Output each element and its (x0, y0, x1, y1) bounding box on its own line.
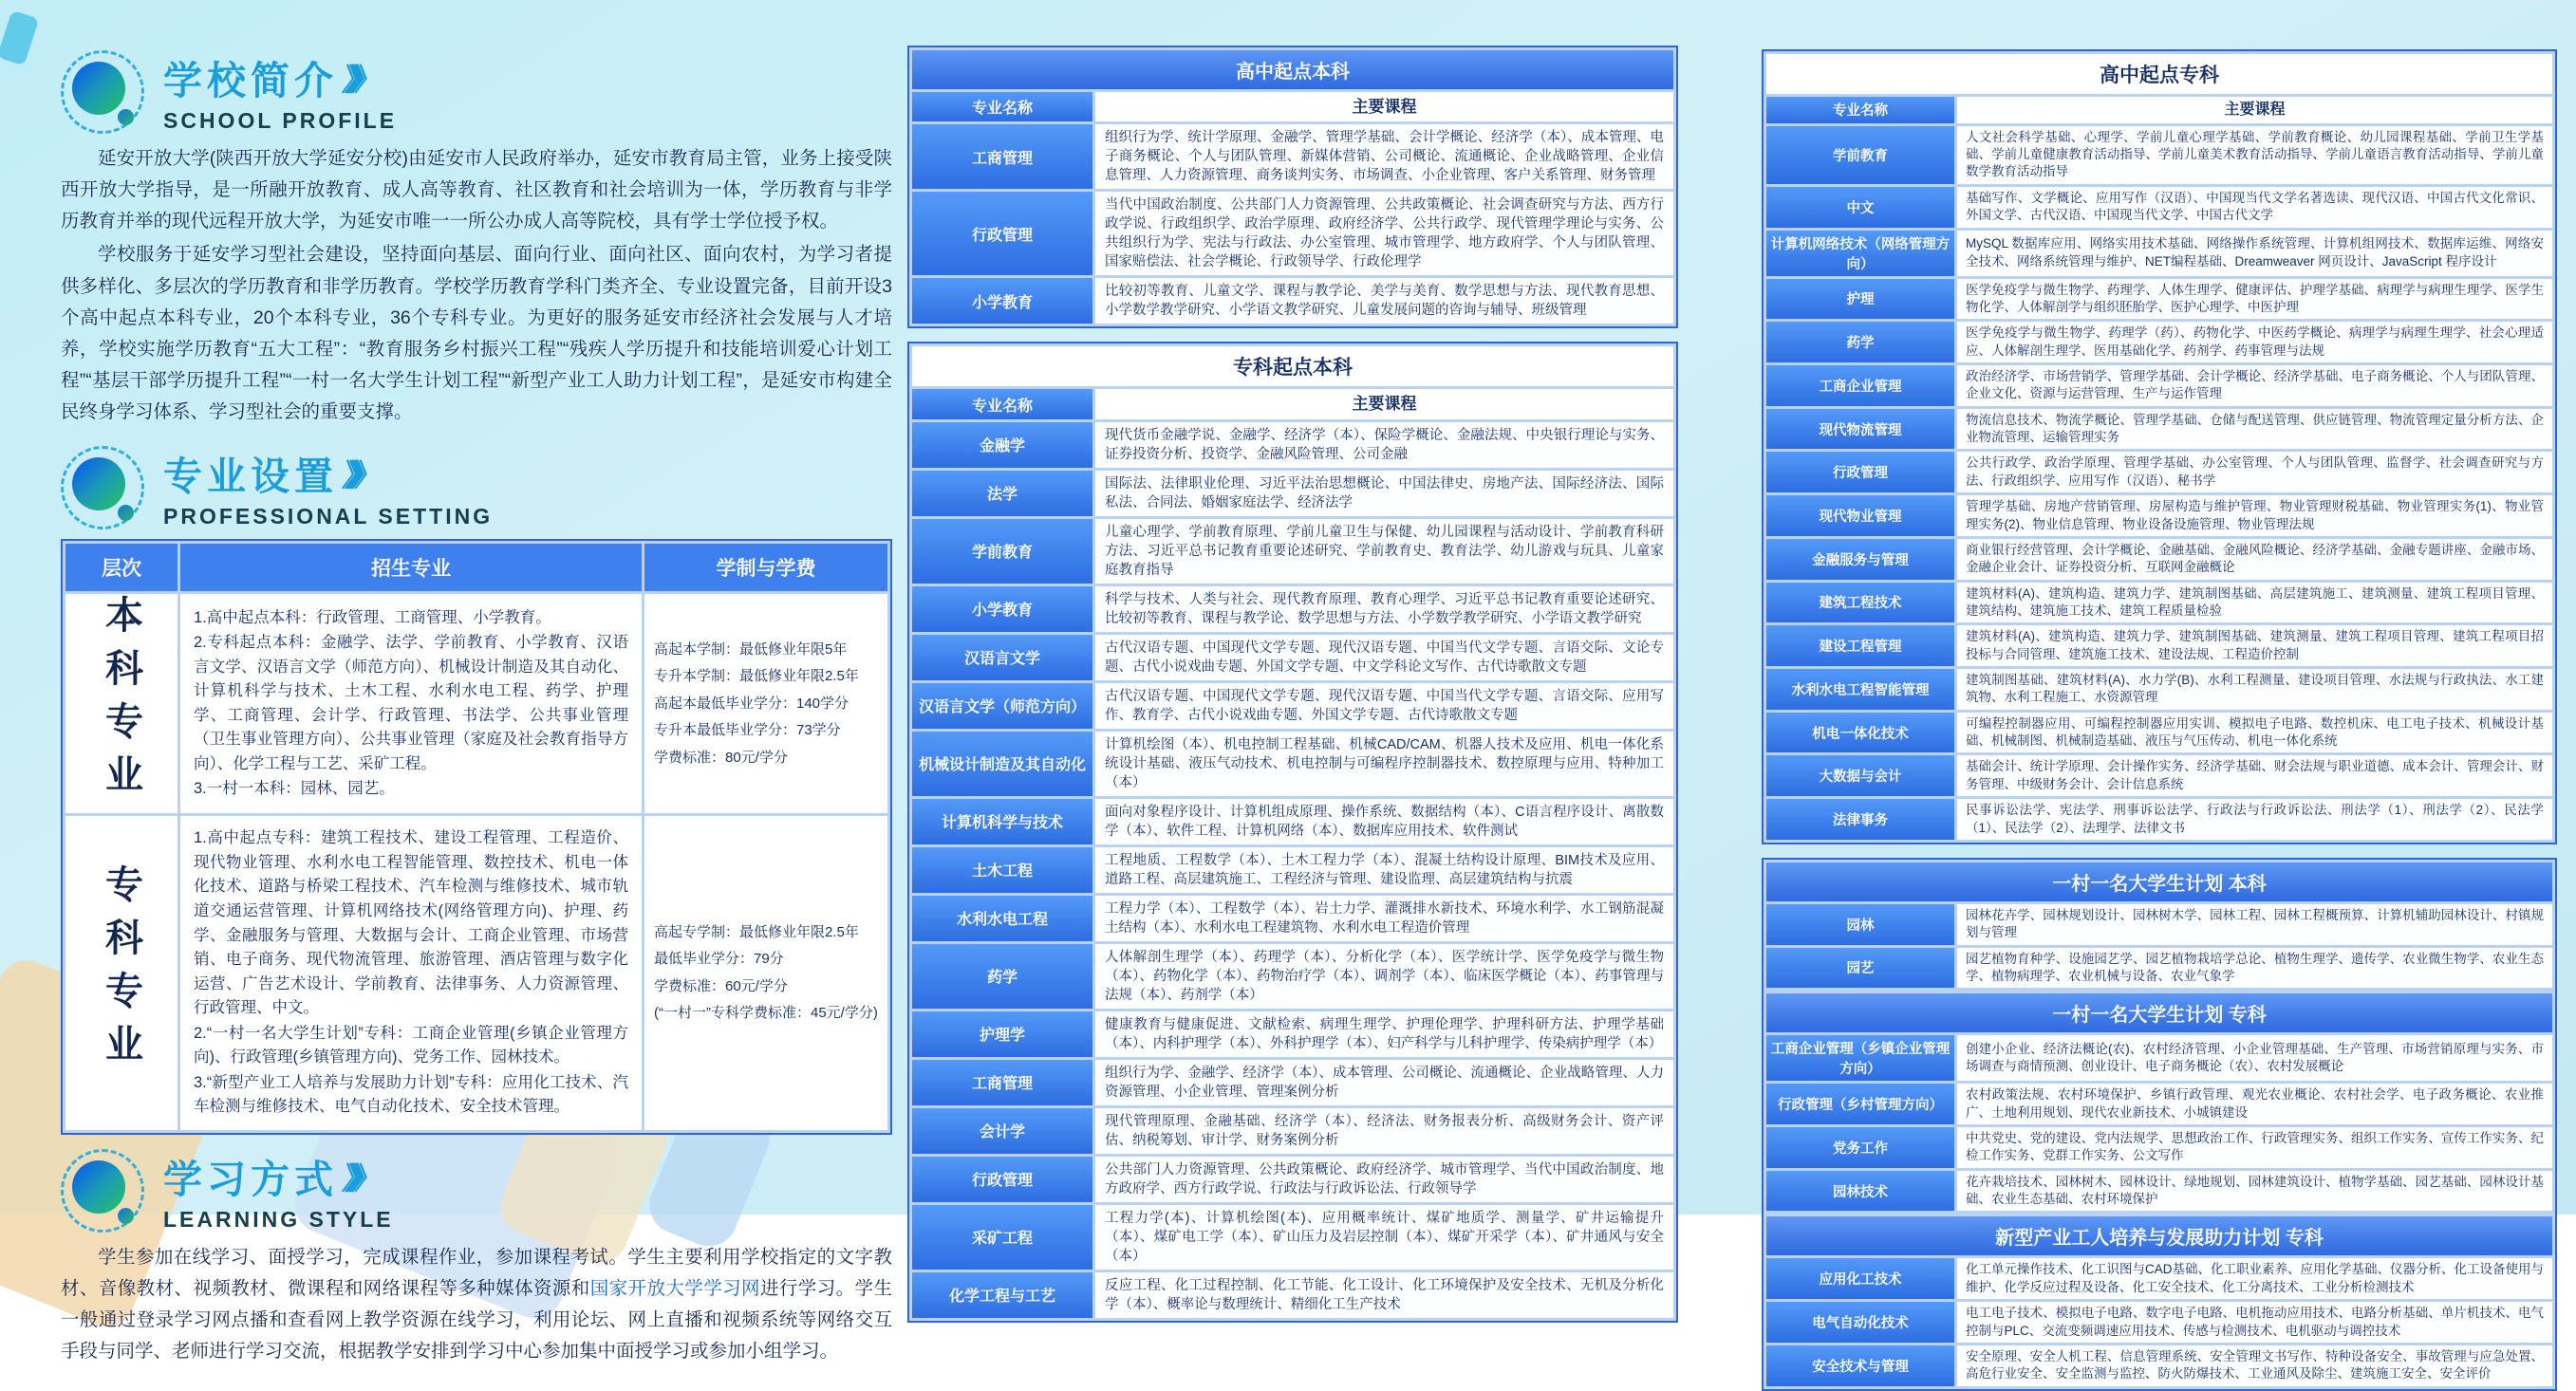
major-row (1766, 126, 2552, 184)
gradient-ball-icon (72, 1160, 125, 1214)
section-header-professional-setting (61, 445, 892, 529)
major-name-cell: 护理 (1766, 279, 1954, 320)
gradient-ball-icon (72, 62, 125, 115)
small-dot-icon (118, 505, 134, 521)
major-row (1766, 452, 2552, 492)
courses-cell: 面向对象程序设计、计算机组成原理、操作系统、数据结构（本）、C语言程序设计、离散数学（本）、软件工程、计算机网络（本）、数据库应用技术、软件测试 (1095, 799, 1673, 844)
major-name-cell: 安全技术与管理 (1766, 1345, 1954, 1386)
column-header-courses: 主要课程 (1095, 389, 1673, 418)
major-row (1766, 1035, 2552, 1081)
major-name-cell: 行政管理（乡村管理方向） (1766, 1084, 1954, 1124)
major-row (1766, 365, 2552, 406)
courses-cell: 基础会计、统计学原理、会计操作实务、经济学基础、财会法规与职业道德、成本会计、管理会计、财务管理、中级财务会计、会计信息系统 (1957, 755, 2552, 796)
courses-cell: 基础写作、文学概论、应用写作（汉语）、中国现当代文学名著选读、现代汉语、中国古代文化常识、外国文学、古代汉语、中国现当代文学、中国古代文学 (1957, 187, 2552, 228)
major-row (912, 1205, 1673, 1270)
section-title: 学习方式 (163, 1158, 338, 1202)
text-line: 高起专学制：最低修业年限2.5年 (654, 923, 859, 940)
major-name-cell: 金融学 (912, 422, 1092, 468)
major-row (912, 799, 1673, 844)
courses-cell: 当代中国政治制度、公共部门人力资源管理、公共政策概论、社会调查研究与方法、西方行政学说、行政组织学、政治学原理、政府经济学、公共行政学、现代管理学理论与实务、公共组织行为学、宪法与行政法、办公室管理、城市管理学、地方政府学、个人与团队管理、国家赔偿法、社会学概论、行政领导学、行政伦理学 (1095, 192, 1673, 275)
small-dot-icon (118, 109, 134, 125)
section-subtitle: SCHOOL PROFILE (163, 108, 398, 133)
school-profile-text (61, 143, 892, 428)
text-line: 延安开放大学(陕西开放大学延安分校)由延安市人民政府举办，延安市教育局主管，业务上接受陕西开放大学指导，是一所融开放教育、成人高等教育、社区教育和社会培训为一体，学历教育与非学历教育并举的现代远程开放大学，为延安市唯一一所公办成人高等院校，具有学士学位授予权。 (61, 148, 892, 232)
courses-cell: 化工单元操作技术、化工识图与CAD基础、化工职业素养、应用化学基础、仪器分析、化工设备使用与维护、化学反应过程及设备、化工安全技术、化工分离技术、工业分析检测技术 (1957, 1258, 2552, 1299)
majors-cell (180, 816, 642, 1130)
courses-cell: 公共部门人力资源管理、公共政策概论、政府经济学、城市管理学、当代中国政治制度、地方政府学、西方行政学说、行政法与行政诉讼法、行政领导学 (1095, 1157, 1673, 1202)
planet-circle-icon (61, 1149, 144, 1233)
major-name-cell: 行政管理 (912, 192, 1092, 275)
major-row (912, 1272, 1673, 1318)
courses-cell: MySQL 数据库应用、网络实用技术基础、网络操作系统管理、计算机组网技术、数据库运维、网络安全技术、网络系统管理与维护、NET编程基础、Dreamweaver 网页设计、JavaScript 程序设计 (1957, 231, 2552, 276)
courses-cell: 电工电子技术、模拟电子电路、数字电子电路、电机拖动应用技术、电路分析基础、单片机技术、电气控制与PLC、交流变频调速应用技术、传感与检测技术、电机驱动与调控技术 (1957, 1302, 2552, 1343)
column-header-major: 专业名称 (912, 92, 1092, 121)
major-row (912, 471, 1673, 516)
major-name-cell: 汉语言文学 (912, 635, 1092, 680)
major-name-cell: 机电一体化技术 (1766, 713, 1954, 753)
text-line: 最低毕业学分：79分 (654, 951, 784, 968)
major-row (912, 944, 1673, 1009)
major-row (1766, 1171, 2552, 1212)
course-table-head (912, 92, 1673, 121)
major-name-cell: 小学教育 (912, 586, 1092, 632)
major-row (1766, 539, 2552, 580)
major-row (912, 635, 1673, 680)
major-row (912, 847, 1673, 893)
major-name-cell: 土木工程 (912, 847, 1092, 893)
major-name-cell: 建设工程管理 (1766, 625, 1954, 666)
major-row (1766, 187, 2552, 228)
courses-cell: 组织行为学、金融学、经济学（本）、成本管理、公司概论、流通概论、企业战略管理、人力资源管理、小企业管理、管理案例分析 (1095, 1060, 1673, 1105)
column-header-courses: 主要课程 (1957, 97, 2552, 123)
courses-cell: 物流信息技术、物流学概论、管理学基础、仓储与配送管理、供应链管理、物流管理定量分析方法、企业物流管理、运输管理实务 (1957, 409, 2552, 450)
major-row (1766, 625, 2552, 666)
major-row (912, 278, 1673, 324)
major-row (1766, 583, 2552, 623)
major-name-cell: 大数据与会计 (1766, 755, 1954, 796)
courses-cell: 现代管理原理、金融基础、经济学（本）、经济法、财务报表分析、高级财务会计、资产评估、纳税筹划、审计学、财务案例分析 (1095, 1108, 1673, 1154)
text-line: 1.高中起点专科：建筑工程技术、建设工程管理、工程造价、现代物业管理、水利水电工程智能管理、数控技术、机电一体化技术、道路与桥梁工程技术、汽车检测与维修技术、城市轨道交通运营管理、计算机网络技术(网络管理方向)、护理、药学、金融服务与管理、大数据与会计、工商企业管理、市场营销、电子商务、现代物流管理、旅游管理、酒店管理与数字化运营、广告艺术设计、学前教育、法律事务、人力资源管理、行政管理、中文。 (194, 829, 628, 1017)
major-name-cell: 园林技术 (1766, 1171, 1954, 1212)
major-name-cell: 药学 (912, 944, 1092, 1009)
major-name-cell: 现代物流管理 (1766, 409, 1954, 450)
courses-cell: 古代汉语专题、中国现代文学专题、现代汉语专题、中国当代文学专题、言语交际、文论专题、古代小说戏曲专题、外国文学专题、中文学科论文写作、古代诗歌散文专题 (1095, 635, 1673, 680)
major-name-cell: 行政管理 (1766, 452, 1954, 492)
level-cell (65, 816, 177, 1130)
section-titles (163, 49, 397, 134)
courses-cell: 古代汉语专题、中国现代文学专题、现代汉语专题、中国当代文学专题、言语交际、应用写作、教育学、古代小说戏曲专题、外国文学专题、古代诗歌散文专题 (1095, 683, 1673, 729)
section-header-learning-style (61, 1148, 892, 1233)
courses-cell: 国际法、法律职业伦理、习近平法治思想概论、中国法律史、房地产法、国际经济法、国际私法、合同法、婚姻家庭法学、经济法学 (1095, 471, 1673, 516)
course-table-body (1766, 1035, 2552, 1211)
table-highschool-to-bachelor (907, 46, 1678, 328)
major-row (912, 1060, 1673, 1105)
courses-cell: 反应工程、化工过程控制、化工节能、化工设计、化工环境保护及安全技术、无机及分析化学（本）、概率论与数理统计、精细化工生产技术 (1095, 1272, 1673, 1318)
major-name-cell: 学前教育 (912, 519, 1092, 584)
major-row (1766, 1302, 2552, 1343)
course-table-body (1766, 126, 2552, 840)
section-title: 学校简介 (163, 59, 338, 102)
section-title-row (163, 1148, 394, 1204)
chevrons-icon: 》》》》 (340, 1160, 373, 1196)
courses-cell: 比较初等教育、儿童文学、课程与教学论、美学与美育、数学思想与方法、现代教育思想、小学数学教学研究、小学语文教学研究、儿童发展问题的咨询与辅导、班级管理 (1095, 278, 1673, 324)
courses-cell: 建筑材料(A)、建筑构造、建筑力学、建筑制图基础、建筑测量、建筑工程项目管理、建筑工程项目招投标与合同管理、建筑施工技术、建设法规、工程造价控制 (1957, 625, 2552, 666)
column-header-majors: 招生专业 (180, 544, 642, 591)
courses-cell: 人文社会科学基础、心理学、学前儿童心理学基础、学前教育概论、幼儿园课程基础、学前卫生学基础、学前儿童健康教育活动指导、学前儿童美术教育活动指导、学前儿童语言教育活动指导、学前儿童数学教育活动指导 (1957, 126, 2552, 184)
major-name-cell: 园艺 (1766, 948, 1954, 989)
major-name-cell: 工商管理 (912, 124, 1092, 189)
major-name-cell: 工商企业管理（乡镇企业管理方向） (1766, 1035, 1954, 1081)
planet-circle-icon (61, 446, 144, 529)
major-row (912, 586, 1673, 632)
majors-cell (180, 594, 642, 813)
major-name-cell: 法律事务 (1766, 799, 1954, 840)
major-name-cell: 计算机网络技术（网络管理方向） (1766, 231, 1954, 276)
major-row (912, 1011, 1673, 1057)
courses-cell: 园林花卉学、园林规划设计、园林树木学、园林工程、园林工程概预算、计算机辅助园林设计、村镇规划与管理 (1957, 904, 2552, 945)
major-name-cell: 金融服务与管理 (1766, 539, 1954, 580)
courses-cell: 儿童心理学、学前教育原理、学前儿童卫生与保健、幼儿园课程与活动设计、学前教育科研方法、习近平总书记教育重要论述研究、学前教育史、教育法学、幼儿游戏与玩具、儿童家庭教育指导 (1095, 519, 1673, 584)
section-subtitle: PROFESSIONAL SETTING (163, 504, 494, 529)
course-table-body (1766, 1258, 2552, 1385)
section-titles (163, 1148, 394, 1233)
courses-cell: 工程力学（本）、工程数学（本）、岩土力学、灌溉排水新技术、环境水利学、水工钢筋混凝土结构（本）、水利水电工程建筑物、水利水电工程造价管理 (1095, 896, 1673, 941)
course-table-body (912, 422, 1673, 1318)
column-header-courses: 主要课程 (1095, 92, 1673, 121)
fees-cell (644, 816, 887, 1130)
table-title: 新型产业工人培养与发展助力计划 专科 (1766, 1216, 2552, 1255)
courses-cell: 医学免疫学与微生物学、药理学（药）、药物化学、中医药学概论、病理学与病理生理学、社会心理适应、人体解剖生理学、医用基础化学、药剂学、药事管理与法规 (1957, 322, 2552, 362)
level-label: 专科专业 (99, 864, 144, 1078)
courses-cell: 组织行为学、统计学原理、金融学、管理学基础、会计学概论、经济学（本）、成本管理、电子商务概论、个人与团队管理、新媒体营销、公司概论、流通概论、企业战略管理、企业信息管理、人力资源管理、商务谈判实务、市场调查、小企业管理、客户关系管理、财务管理 (1095, 124, 1673, 189)
text-line: 学校服务于延安学习型社会建设，坚持面向基层、面向行业、面向社区、面向农村，为学习者提供多样化、多层次的学历教育和非学历教育。学校学历教育学科门类齐全、专业设置完备，目前开设3个高中起点本科专业，20个本科专业，36个专科专业。为更好的服务延安市经济社会发展与人才培养，学校实施学历教育“五大工程”：“教育服务乡村振兴工程”“残疾人学历提升和技能培训爱心计划工程”“基层干部学历提升工程”“一村一名大学生计划工程”“新型产业工人助力计划工程”，是延安市构建全民终身学习体系、学习型社会的重要支撑。 (61, 244, 892, 423)
major-name-cell: 计算机科学与技术 (912, 799, 1092, 844)
major-name-cell: 会计学 (912, 1108, 1092, 1154)
learning-style-text (61, 1242, 892, 1368)
planet-circle-icon (61, 50, 144, 134)
major-row (912, 1108, 1673, 1154)
courses-cell: 计算机绘图（本）、机电控制工程基础、机械CAD/CAM、机器人技术及应用、机电一体化系统设计基础、液压气动技术、机电控制与可编程序控制器技术、数控原理与应用、特种加工（本） (1095, 732, 1673, 796)
courses-cell: 工程力学(本)、计算机绘图(本)、应用概率统计、煤矿地质学、测量学、矿井运输提升（本）、煤矿电工学（本）、矿山压力及岩层控制（本）、煤矿开采学（本）、矿井通风与安全（本） (1095, 1205, 1673, 1270)
course-table-body (1766, 904, 2552, 988)
major-row (912, 519, 1673, 584)
major-name-cell: 汉语言文学（师范方向） (912, 683, 1092, 729)
major-row (1766, 904, 2552, 945)
major-row (912, 683, 1673, 729)
enrollment-majors-table (61, 539, 892, 1135)
table-college-to-bachelor (907, 342, 1678, 1322)
major-row (1766, 279, 2552, 320)
open-university-site-name: 国家开放大学学习网 (589, 1278, 760, 1300)
courses-cell: 公共行政学、政治学原理、管理学基础、办公室管理、个人与团队管理、监督学、社会调查研究与方法、行政组织学、应用写作（汉语）、秘书学 (1957, 452, 2552, 492)
major-name-cell: 党务工作 (1766, 1127, 1954, 1168)
major-name-cell: 应用化工技术 (1766, 1258, 1954, 1299)
learning-text-after: 进行学习。学生一般通过登录学习网点播和查看网上教学资源在线学习，利用论坛、网上直播和视频系统等网络交互手段与同学、老师进行学习交流，根据教学安排到学习中心参加集中面授学习或参加小组学习。 (61, 1278, 892, 1363)
major-name-cell: 化学工程与工艺 (912, 1272, 1092, 1318)
courses-cell: 花卉栽培技术、园林树木、园林设计、绿地规划、园林建筑设计、植物学基础、园艺基础、园林设计基础、农业生态基础、农村环境保护 (1957, 1171, 2552, 1212)
section-title-row (163, 445, 493, 501)
courses-cell: 现代货币金融学说、金融学、经济学（本）、保险学概论、金融法规、中央银行理论与实务、证券投资分析、投资学、金融风险管理、公司金融 (1095, 422, 1673, 468)
major-row (1766, 948, 2552, 989)
major-name-cell: 学前教育 (1766, 126, 1954, 184)
major-name-cell: 现代物业管理 (1766, 495, 1954, 536)
level-cell (65, 594, 177, 813)
major-name-cell: 采矿工程 (912, 1205, 1092, 1270)
courses-cell: 民事诉讼法学、宪法学、刑事诉讼法学、行政法与行政诉讼法、刑法学（1）、刑法学（2）、民法学（1）、民法学（2）、法理学、法律文书 (1957, 799, 2552, 840)
major-row (1766, 231, 2552, 276)
column-header-major: 专业名称 (1766, 97, 1954, 123)
text-line: 高起本最低毕业学分：140学分 (654, 695, 849, 712)
major-row (1766, 1345, 2552, 1386)
major-name-cell: 中文 (1766, 187, 1954, 228)
level-label: 本科专业 (99, 595, 144, 808)
courses-cell: 医学免疫学与微生物学、药理学、人体生理学、健康评估、护理学基础、病理学与病理生理学、医学生物化学、人体解剖学与组织胚胎学、医护心理学、中医护理 (1957, 279, 2552, 320)
major-row (1766, 713, 2552, 753)
major-row (1766, 799, 2552, 840)
courses-cell: 健康教育与健康促进、文献检索、病理生理学、护理伦理学、护理科研方法、护理学基础（本）、内科护理学（本）、外科护理学（本）、妇产科学与儿科护理学、传染病护理学（本） (1095, 1011, 1673, 1057)
column-header-fees: 学制与学费 (644, 544, 887, 591)
table-title: 高中起点本科 (912, 50, 1673, 89)
courses-cell: 工程地质、工程数学（本）、土木工程力学（本）、混凝土结构设计原理、BIM技术及应用、道路工程、高层建筑施工、工程经济与管理、建设监理、高层建筑结构与抗震 (1095, 847, 1673, 893)
major-name-cell: 小学教育 (912, 278, 1092, 324)
major-name-cell: 工商企业管理 (1766, 365, 1954, 406)
major-row (1766, 669, 2552, 710)
text-line: 专升本学制：最低修业年限2.5年 (654, 668, 859, 685)
courses-cell: 园艺植物育种学、设施园艺学、园艺植物栽培学总论、植物生理学、遗传学、农业微生物学、农业生态学、植物病理学、农业机械与设备、农业气象学 (1957, 948, 2552, 989)
major-row (912, 192, 1673, 275)
column-header-level: 层次 (65, 544, 177, 591)
text-line: 1.高中起点本科：行政管理、工商管理、小学教育。 (194, 608, 551, 626)
text-line: 高起本学制：最低修业年限5年 (654, 640, 848, 658)
major-row (1766, 322, 2552, 362)
text-line: 2.“一村一名大学生计划”专科：工商企业管理(乡镇企业管理方向)、行政管理(乡镇管理方向)、党务工作、园林技术。 (194, 1024, 628, 1066)
major-row (912, 1157, 1673, 1202)
column-header-major: 专业名称 (912, 389, 1092, 418)
courses-cell: 人体解剖生理学（本）、药理学（本）、分析化学（本）、医学统计学、医学免疫学与微生物（本）、药物化学（本）、药物治疗学（本）、调剂学（本）、临床医学概论（本）、药事管理与法规（本）、药剂学（本） (1095, 944, 1673, 1009)
table-title: 一村一名大学生计划 本科 (1766, 862, 2552, 901)
major-name-cell: 建筑工程技术 (1766, 583, 1954, 623)
right-column (1762, 49, 2557, 1391)
text-line: 3.一村一本科：园林、园艺。 (194, 780, 395, 798)
left-column (61, 46, 892, 1368)
section-subtitle: LEARNING STYLE (163, 1207, 394, 1233)
major-row (912, 124, 1673, 189)
major-name-cell: 药学 (1766, 322, 1954, 362)
major-row (1766, 1127, 2552, 1168)
courses-cell: 建筑材料(A)、建筑构造、建筑力学、建筑制图基础、高层建筑施工、建筑测量、建筑工程项目管理、建筑结构、建筑施工技术、建筑工程质量检验 (1957, 583, 2552, 623)
major-row (912, 896, 1673, 941)
table-highschool-to-college (1762, 49, 2557, 844)
course-table-head (1766, 97, 2552, 123)
courses-cell: 商业银行经营管理、会计学概论、金融基础、金融风险概论、经济学基础、金融专题讲座、金融市场、金融企业会计、证券投资分析、互联网金融概论 (1957, 539, 2552, 580)
text-line: 专升本最低毕业学分：73学分 (654, 722, 841, 739)
text-line: 3.“新型产业工人培养与发展助力计划”专科：应用化工技术、汽车检测与维修技术、电气自动化技术、安全技术管理。 (194, 1073, 628, 1116)
major-row (1766, 755, 2552, 796)
enrollment-table-head (65, 544, 887, 591)
courses-cell: 中共党史、党的建设、党内法规学、思想政治工作、行政管理实务、组织工作实务、宣传工作实务、纪检工作实务、党群工作实务、公文写作 (1957, 1127, 2552, 1168)
program-level-row (65, 816, 887, 1130)
courses-cell: 科学与技术、人类与社会、现代教育原理、教育心理学、习近平总书记教育重要论述研究、比较初等教育、课程与教学论、数学思想与方法、小学数学教学研究、小学语文教学研究 (1095, 586, 1673, 632)
courses-cell: 政治经济学、市场营销学、管理学基础、会计学概论、经济学基础、电子商务概论、个人与团队管理、企业文化、资源与运营管理、生产与运作管理 (1957, 365, 2552, 406)
small-dot-icon (118, 1208, 134, 1224)
major-row (1766, 1258, 2552, 1299)
chevrons-icon: 》》》》 (340, 62, 373, 97)
major-name-cell: 护理学 (912, 1011, 1092, 1057)
table-title: 高中起点专科 (1766, 54, 2552, 94)
major-row (912, 422, 1673, 468)
text-line: 学费标准：80元/学分 (654, 749, 788, 766)
courses-cell: 建筑制图基础、建筑材料(A)、水力学(B)、水利工程测量、建设项目管理、水法规与行政执法、水工建筑物、水利工程施工、水资源管理 (1957, 669, 2552, 710)
middle-column (907, 46, 1678, 1323)
major-name-cell: 行政管理 (912, 1157, 1092, 1202)
text-line: 学费标准：60元/学分 (654, 977, 788, 994)
major-name-cell: 水利水电工程 (912, 896, 1092, 941)
course-table-body (912, 124, 1673, 324)
major-name-cell: 法学 (912, 471, 1092, 516)
gradient-ball-icon (72, 457, 125, 510)
section-header-school-profile (61, 49, 892, 134)
text-line: (“一村一”专科学费标准：45元/学分) (654, 1005, 878, 1022)
courses-cell: 可编程控制器应用、可编程控制器应用实训、模拟电子电路、数控机床、电工电子技术、机械设计基础、机械制图、机械制造基础、液压与气压传动、机电一体化系统 (1957, 713, 2552, 753)
major-name-cell: 水利水电工程智能管理 (1766, 669, 1954, 710)
fees-cell (644, 594, 887, 813)
major-row (1766, 495, 2552, 536)
major-name-cell: 电气自动化技术 (1766, 1302, 1954, 1343)
courses-cell: 安全原理、安全人机工程、信息管理系统、安全管理文书写作、特种设备安全、事故管理与应急处置、高危行业安全、安全监测与监控、防火防爆技术、工业通风及除尘、建筑施工安全、安全评价 (1957, 1345, 2552, 1386)
major-name-cell: 园林 (1766, 904, 1954, 945)
section-title-row (163, 49, 397, 105)
chevrons-icon: 》》》》 (340, 457, 373, 492)
table-special-plans (1762, 858, 2557, 1391)
course-table-head (912, 389, 1673, 418)
major-name-cell: 工商管理 (912, 1060, 1092, 1105)
section-titles (163, 445, 493, 529)
decorative-shape (0, 10, 39, 66)
program-level-row (65, 594, 887, 813)
major-name-cell: 机械设计制造及其自动化 (912, 732, 1092, 796)
major-row (1766, 1084, 2552, 1124)
section-title: 专业设置 (163, 454, 338, 499)
courses-cell: 农村政策法规、农村环境保护、乡镇行政管理、观光农业概论、农村社会学、电子政务概论、农业推广、土地利用规划、现代农业新技术、小城镇建设 (1957, 1084, 2552, 1124)
courses-cell: 管理学基础、房地产营销管理、房屋构造与维护管理、物业管理财税基础、物业管理实务(1)、物业管理实务(2)、物业信息管理、物业设备设施管理、物业管理法规 (1957, 495, 2552, 536)
learning-text-before: 学生参加在线学习、面授学习，完成课程作业，参加课程考试。学生主要利用学校指定的文字教材、音像教材、视频教材、微课程和网络课程等多种媒体资源和 (61, 1247, 892, 1300)
table-title: 专科起点本科 (912, 346, 1673, 386)
text-line: 2.专科起点本科：金融学、法学、学前教育、小学教育、汉语言文学、汉语言文学（师范方向）、机械设计制造及其自动化、计算机科学与技术、土木工程、水利水电工程、药学、护理学、工商管理、会计学、行政管理、书法学、公共事业管理（卫生事业管理方向）、公共事业管理（家庭及社会教育指导方向）、化学工程与工艺、采矿工程。 (194, 634, 628, 772)
enrollment-table-body (65, 594, 887, 1130)
major-row (912, 732, 1673, 796)
table-title: 一村一名大学生计划 专科 (1766, 993, 2552, 1032)
major-row (1766, 409, 2552, 450)
courses-cell: 创建小企业、经济法概论(农)、农村经济管理、小企业管理基础、生产管理、市场营销原理与实务、市场调查与商情预测、创业设计、电子商务概论（农）、农村发展概论 (1957, 1035, 2552, 1081)
